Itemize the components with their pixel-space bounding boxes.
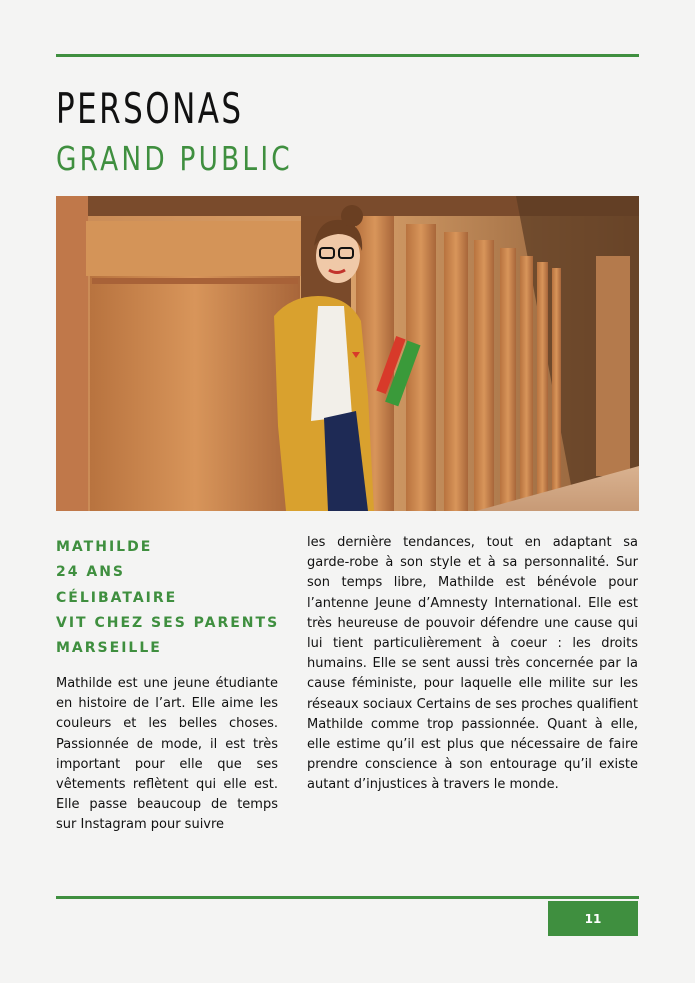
persona-details — [56, 535, 286, 661]
page-title: PERSONAS — [56, 84, 244, 133]
persona-photo — [56, 196, 639, 511]
top-divider — [56, 54, 639, 57]
persona-age: 24 ANS — [56, 564, 125, 581]
persona-city: MARSEILLE — [56, 640, 162, 657]
description-right-column: les dernière tendances, tout en adaptant sa garde-robe à son style et à sa personnalité. Sur son temps libre, Mathilde est bénévole pour l’antenne Jeune d’Amnesty International. Elle est très heureuse de pouvoir défendre une cause qui lui tient particulièrement à coeur : les droits humains. Elle se sent aussi très concernée par la cause féministe, pour laquelle elle milite sur les réseaux sociaux Certains de ses proches qualifient Mathilde comme trop passionnée. Quant à elle, elle estime qu’il est plus que nécessaire de faire prendre conscience à son entourage qu’il existe autant d’injustices à travers le monde. — [307, 535, 638, 793]
bottom-divider — [56, 896, 639, 899]
persona-status: CÉLIBATAIRE — [56, 589, 178, 606]
persona-living: VIT CHEZ SES PARENTS — [56, 614, 280, 631]
description-left-column: Mathilde est une jeune étudiante en histoire de l’art. Elle aime les couleurs et les belles choses. Passionnée de mode, il est très important pour elle que ses vêtements reflètent qui elle est. Elle passe beaucoup de temps sur Instagram pour suivre — [56, 676, 278, 833]
persona-name: MATHILDE — [56, 539, 153, 555]
page-number: 11 — [548, 901, 638, 936]
page-subtitle: GRAND PUBLIC — [56, 139, 293, 178]
